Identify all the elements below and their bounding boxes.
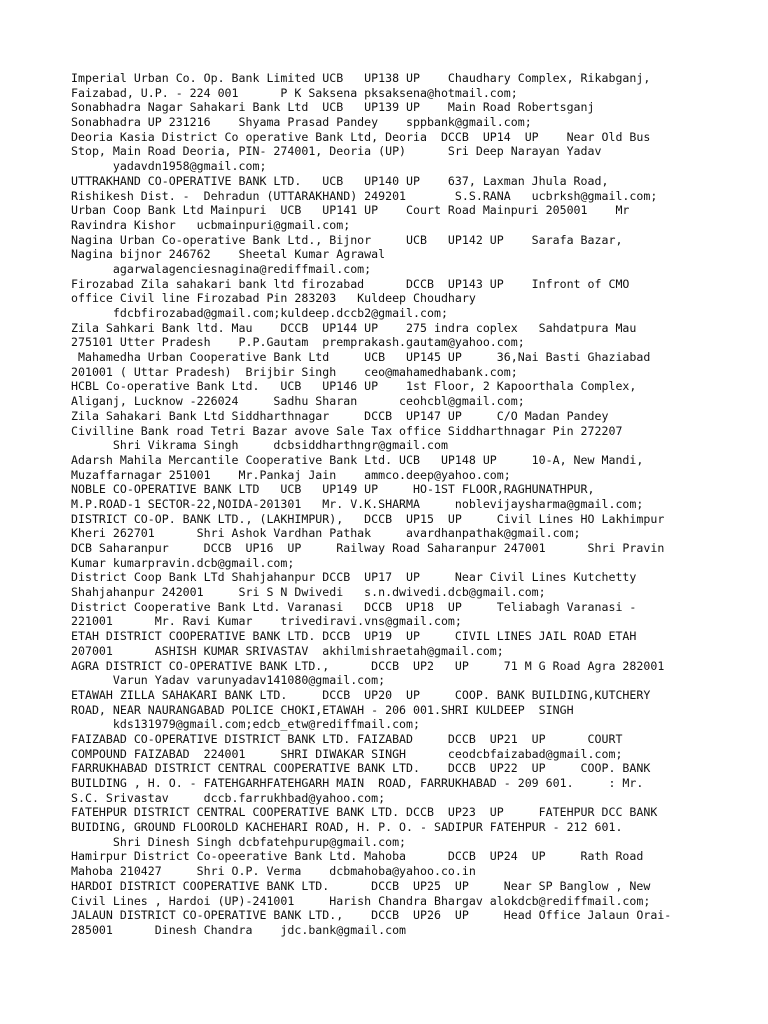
text-line: FATEHPUR DISTRICT CENTRAL COOPERATIVE BANK LTD. DCCB UP23 UP FATEHPUR DCC BANK [71, 805, 658, 820]
text-line: ETAWAH ZILLA SAHAKARI BANK LTD. DCCB UP20 UP COOP. BANK BUILDING,KUTCHERY [71, 687, 651, 702]
text-line: 221001 Mr. Ravi Kumar trivediravi.vns@gmail.com; [71, 614, 462, 629]
text-line: BUILDING , H. O. - FATEHGARHFATEHGARH MAIN ROAD, FARRUKHABAD - 209 601. : Mr. [71, 776, 644, 790]
text-line: FAIZABAD CO-OPERATIVE DISTRICT BANK LTD. FAIZABAD DCCB UP21 UP COURT [71, 731, 623, 746]
text-line: Nagina Urban Co-operative Bank Ltd., Bijnor UCB UP142 UP Sarafa Bazar, [71, 232, 623, 247]
text-line: 285001 Dinesh Chandra jdc.bank@gmail.com [71, 922, 407, 937]
text-line: DCB Saharanpur DCCB UP16 UP Railway Road Saharanpur 247001 Shri Pravin [71, 541, 665, 555]
text-line: UTTRAKHAND CO-OPERATIVE BANK LTD. UCB UP140 UP 637, Laxman Jhula Road, [71, 173, 609, 188]
text-line: agarwalagenciesnagina@rediffmail.com; [71, 261, 372, 276]
text-line: District Coop Bank LTd Shahjahanpur DCCB UP17 UP Near Civil Lines Kutchetty [71, 570, 637, 585]
text-line: AGRA DISTRICT CO-OPERATIVE BANK LTD., DCCB UP2 UP 71 M G Road Agra 282001 [71, 658, 665, 673]
text-line: 201001 ( Uttar Pradesh) Brijbir Singh ceo@mahamedhabank.com; [71, 364, 518, 379]
text-line: Nagina bijnor 246762 Sheetal Kumar Agrawal [71, 247, 386, 262]
text-line: 207001 ASHISH KUMAR SRIVASTAV akhilmishraetah@gmail.com; [71, 643, 504, 658]
text-line: NOBLE CO-OPERATIVE BANK LTD UCB UP149 UP HO-1ST FLOOR,RAGHUNATHPUR, [71, 482, 595, 497]
text-line: Shri Vikrama Singh dcbsiddharthngr@gmail.com [71, 438, 448, 453]
document-body [71, 71, 711, 938]
text-line: HARDOI DISTRICT COOPERATIVE BANK LTD. DCCB UP25 UP Near SP Banglow , New [71, 878, 651, 893]
text-line: M.P.ROAD-1 SECTOR-22,NOIDA-201301 Mr. V.K.SHARMA noblevijaysharma@gmail.com; [71, 496, 644, 511]
text-line: Zila Sahakari Bank Ltd Siddharthnagar DCCB UP147 UP C/O Madan Pandey [71, 408, 609, 423]
text-line: Stop, Main Road Deoria, PIN- 274001, Deoria (UP) Sri Deep Narayan Yadav [71, 144, 602, 159]
text-line: DISTRICT CO-OP. BANK LTD., (LAKHIMPUR), DCCB UP15 UP Civil Lines HO Lakhimpur [71, 511, 665, 526]
text-line: Rishikesh Dist. - Dehradun (UTTARAKHAND) 249201 S.S.RANA ucbrksh@gmail.com; [71, 188, 658, 203]
text-line: S.C. Srivastav dccb.farrukhbad@yahoo.com; [71, 790, 386, 805]
text-line: yadavdn1958@gmail.com; [71, 159, 267, 174]
text-line: Firozabad Zila sahakari bank ltd firozabad DCCB UP143 UP Infront of CMO [71, 276, 630, 291]
text-line: Shri Dinesh Singh dcbfatehpurup@gmail.com; [71, 834, 407, 849]
text-line: 275101 Utter Pradesh P.P.Gautam premprakash.gautam@yahoo.com; [71, 335, 525, 350]
text-line: Adarsh Mahila Mercantile Cooperative Bank Ltd. UCB UP148 UP 10-A, New Mandi, [71, 452, 644, 467]
text-line: Mahoba 210427 Shri O.P. Verma dcbmahoba@yahoo.co.in [71, 864, 476, 879]
text-line: office Civil line Firozabad Pin 283203 Kuldeep Choudhary [71, 291, 476, 306]
text-line: Hamirpur District Co-opeerative Bank Ltd. Mahoba DCCB UP24 UP Rath Road [71, 849, 644, 864]
text-line: Aliganj, Lucknow -226024 Sadhu Sharan ceohcbl@gmail.com; [71, 394, 525, 409]
text-line: JALAUN DISTRICT CO-OPERATIVE BANK LTD., DCCB UP26 UP Head Office Jalaun Orai- [71, 908, 672, 923]
text-line: ETAH DISTRICT COOPERATIVE BANK LTD. DCCB UP19 UP CIVIL LINES JAIL ROAD ETAH [71, 629, 637, 644]
text-line: kds131979@gmail.com;edcb_etw@rediffmail.com; [71, 717, 421, 732]
text-line: BUIDING, GROUND FLOOROLD KACHEHARI ROAD, H. P. O. - SADIPUR FATEHPUR - 212 601. [71, 820, 623, 835]
text-line: Zila Sahkari Bank ltd. Mau DCCB UP144 UP 275 indra coplex Sahdatpura Mau [71, 320, 637, 335]
text-line: Sonabhadra Nagar Sahakari Bank Ltd UCB UP139 UP Main Road Robertsganj [71, 100, 595, 115]
text-line: Shahjahanpur 242001 Sri S N Dwivedi s.n.dwivedi.dcb@gmail.com; [71, 585, 546, 600]
text-line: Ravindra Kishor ucbmainpuri@gmail.com; [71, 217, 351, 232]
text-line: fdcbfirozabad@gmail.com;kuldeep.dccb2@gmail.com; [71, 306, 448, 320]
text-line: HCBL Co-operative Bank Ltd. UCB UP146 UP 1st Floor, 2 Kapoorthala Complex, [71, 379, 637, 394]
text-line: District Cooperative Bank Ltd. Varanasi DCCB UP18 UP Teliabagh Varanasi - [71, 599, 637, 614]
text-line: Deoria Kasia District Co operative Bank Ltd, Deoria DCCB UP14 UP Near Old Bus [71, 129, 651, 144]
text-line: Varun Yadav varunyadav141080@gmail.com; [71, 673, 386, 688]
text-line: Kheri 262701 Shri Ashok Vardhan Pathak avardhanpathak@gmail.com; [71, 526, 581, 541]
text-line: Civilline Bank road Tetri Bazar avove Sale Tax office Siddharthnagar Pin 272207 [71, 423, 623, 438]
text-line: COMPOUND FAIZABAD 224001 SHRI DIWAKAR SINGH ceodcbfaizabad@gmail.com; [71, 746, 623, 761]
text-line: Civil Lines , Hardoi (UP)-241001 Harish Chandra Bhargav alokdcb@rediffmail.com; [71, 893, 651, 908]
text-line: Sonabhadra UP 231216 Shyama Prasad Pandey sppbank@gmail.com; [71, 115, 532, 130]
text-line: Imperial Urban Co. Op. Bank Limited UCB UP138 UP Chaudhary Complex, Rikabganj, [71, 71, 651, 85]
text-line: Muzaffarnagar 251001 Mr.Pankaj Jain ammco.deep@yahoo.com; [71, 467, 511, 482]
text-line: Urban Coop Bank Ltd Mainpuri UCB UP141 UP Court Road Mainpuri 205001 Mr [71, 203, 630, 218]
text-line: Mahamedha Urban Cooperative Bank Ltd UCB UP145 UP 36,Nai Basti Ghaziabad [71, 350, 651, 365]
text-line: ROAD, NEAR NAURANGABAD POLICE CHOKI,ETAWAH - 206 001.SHRI KULDEEP SINGH [71, 702, 574, 717]
text-line: FARRUKHABAD DISTRICT CENTRAL COOPERATIVE BANK LTD. DCCB UP22 UP COOP. BANK [71, 761, 651, 776]
text-line: Faizabad, U.P. - 224 001 P K Saksena pksaksena@hotmail.com; [71, 85, 518, 100]
text-line: Kumar kumarpravin.dcb@gmail.com; [71, 555, 295, 570]
